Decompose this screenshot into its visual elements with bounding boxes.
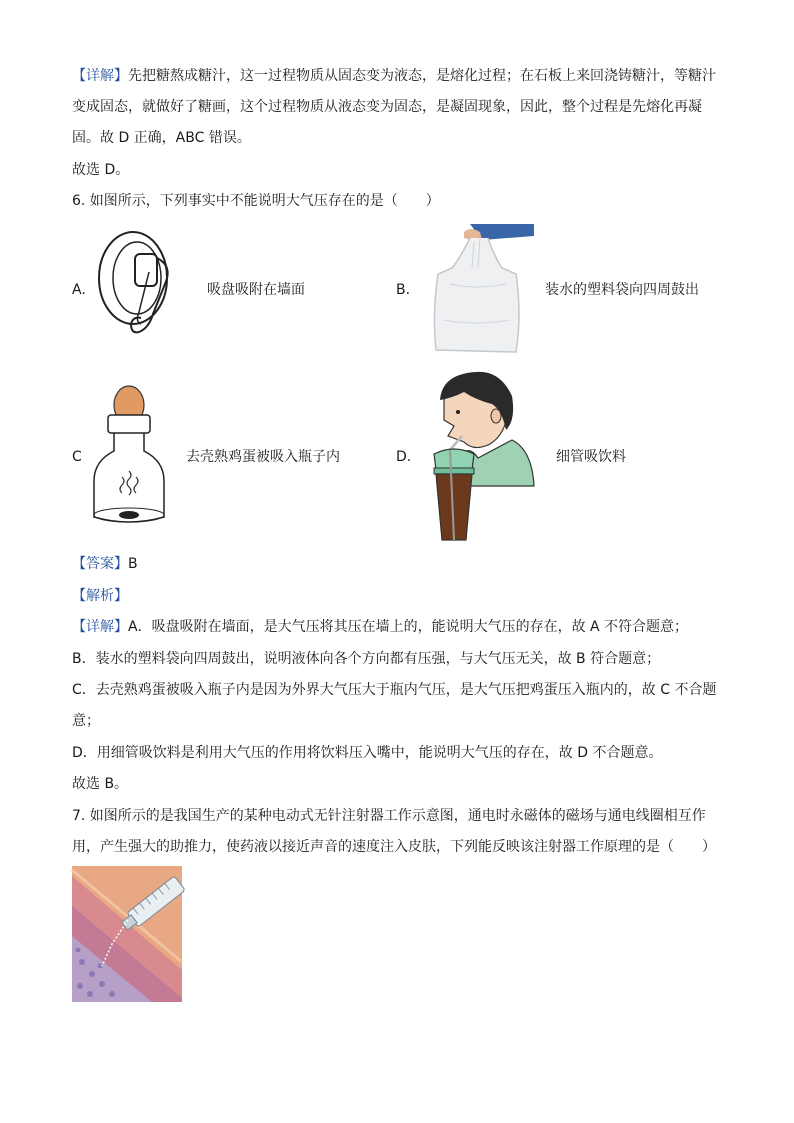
option-a-letter: A. bbox=[72, 282, 86, 298]
question-6-stem: 6. 如图所示，下列事实中不能说明大气压存在的是（ ） bbox=[72, 193, 440, 209]
detail-c-line-2: 意； bbox=[72, 713, 100, 729]
question-7-stem-line-2: 用，产生强大的助推力，使药液以接近声音的速度注入皮肤，下列能反映该注射器工作原理的是（ ） bbox=[72, 839, 716, 855]
detail-line-2: 变成固态，就做好了糖画，这个过程物质从液态变为固态，是凝固现象，因此，整个过程是先熔化再凝 bbox=[72, 99, 702, 115]
q6-conclusion: 故选 B。 bbox=[72, 776, 129, 792]
detail-a: 【详解】A．吸盘吸附在墙面，是大气压将其压在墙上的，能说明大气压的存在，故 A 不符合题意； bbox=[72, 619, 689, 635]
boy-drinking-image bbox=[420, 370, 536, 542]
answer-line bbox=[72, 554, 138, 574]
needle-free-injector-image bbox=[72, 866, 182, 1002]
detail-tag: 【详解】 bbox=[72, 68, 128, 84]
detail-conclusion: 故选 D。 bbox=[72, 162, 130, 178]
detail-c-line-1: C．去壳熟鸡蛋被吸入瓶子内是因为外界大气压大于瓶内气压，是大气压把鸡蛋压入瓶内的，故 C 不合题 bbox=[72, 682, 717, 698]
option-a-caption: 吸盘吸附在墙面 bbox=[207, 282, 305, 298]
plastic-bag-image bbox=[430, 224, 534, 356]
detail-tag-q6: 【详解】 bbox=[72, 619, 128, 635]
option-b-caption: 装水的塑料袋向四周鼓出 bbox=[545, 282, 699, 298]
answer-tag: 【答案】 bbox=[72, 556, 128, 572]
detail-line-3: 固。故 D 正确，ABC 错误。 bbox=[72, 130, 251, 146]
option-c-letter: C bbox=[72, 449, 82, 465]
answer-value: B bbox=[128, 556, 138, 572]
question-7-stem-line-1: 7. 如图所示的是我国生产的某种电动式无针注射器工作示意图，通电时永磁体的磁场与通电线圈相互作 bbox=[72, 808, 706, 824]
analysis-tag: 【解析】 bbox=[72, 588, 128, 604]
option-b-letter: B. bbox=[396, 282, 411, 298]
detail-line-1: 【详解】先把糖熬成糖汁，这一过程物质从固态变为液态，是熔化过程；在石板上来回浇铸糖汁，等糖汁 bbox=[72, 68, 716, 84]
suction-cup-image bbox=[95, 228, 185, 346]
detail-d: D．用细管吸饮料是利用大气压的作用将饮料压入嘴中，能说明大气压的存在，故 D 不合题意。 bbox=[72, 745, 663, 761]
option-d-caption: 细管吸饮料 bbox=[556, 449, 626, 465]
egg-bottle-image bbox=[92, 385, 166, 525]
option-c-caption: 去壳熟鸡蛋被吸入瓶子内 bbox=[186, 449, 340, 465]
option-d-letter: D. bbox=[396, 449, 412, 465]
detail-b: B．装水的塑料袋向四周鼓出，说明液体向各个方向都有压强，与大气压无关，故 B 符合题意； bbox=[72, 651, 661, 667]
